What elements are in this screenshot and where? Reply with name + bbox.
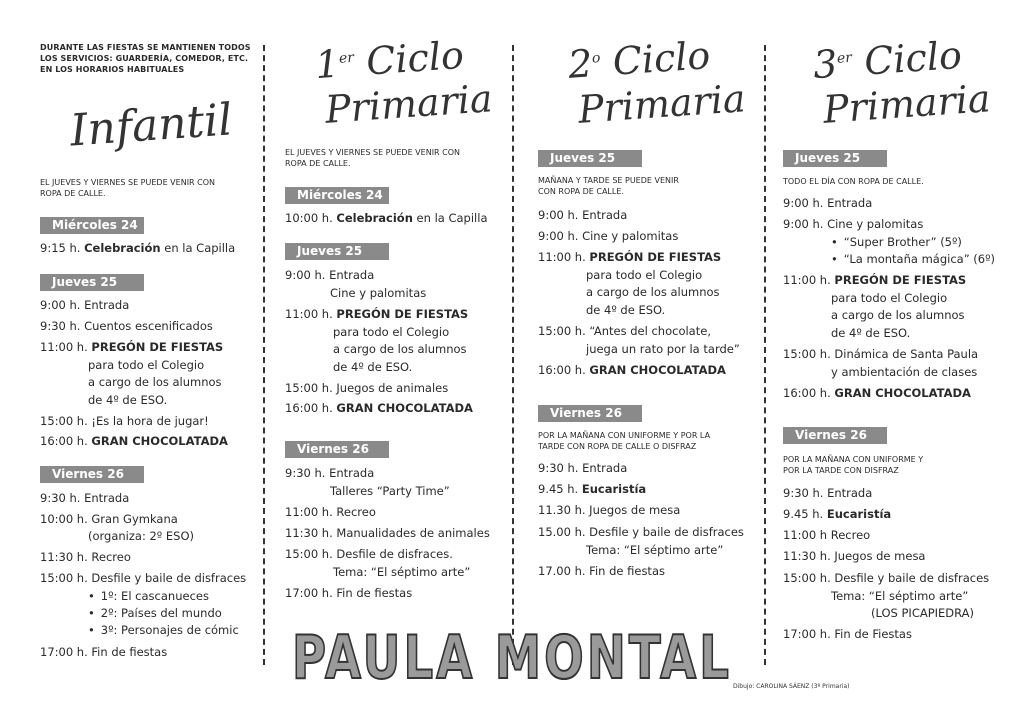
event: 17:00 h. Fin de fiestas: [285, 586, 413, 600]
segundo-ciclo-friday-note: [538, 430, 753, 452]
event-detail: y ambientación de clases: [831, 365, 978, 379]
event-detail: (organiza: 2º ESO): [88, 529, 194, 543]
title-ciclo: Ciclo: [364, 32, 466, 84]
event-pregon: 11:00 h. PREGÓN DE FIESTAS: [285, 307, 469, 321]
note-line: EL JUEVES Y VIERNES SE PUEDE VENIR CON: [40, 178, 216, 187]
primer-ciclo-subtitle: Primaria: [323, 76, 494, 132]
title-number: 3: [811, 41, 839, 88]
event-detail: Tema: “El séptimo arte”: [586, 543, 724, 557]
event-celebracion: 10:00 h. Celebración en la Capilla: [285, 211, 488, 225]
note-line: EL JUEVES Y VIERNES SE PUEDE VENIR CON: [285, 148, 461, 157]
event-detail: a cargo de los alumnos: [88, 375, 222, 389]
note-line: ROPA DE CALLE.: [40, 189, 106, 198]
segundo-ciclo-column: [538, 0, 753, 724]
event-detail: a cargo de los alumnos: [333, 342, 467, 356]
title-number: 2: [566, 41, 594, 87]
title-ciclo: Ciclo: [611, 33, 712, 84]
services-note-line: EN LOS HORARIOS HABITUALES: [40, 65, 185, 74]
event: 15.00 h. Desfile y baile de disfraces: [538, 525, 744, 539]
day-header-viernes-26: Viernes 26: [538, 405, 642, 422]
event-detail: Talleres “Party Time”: [330, 484, 450, 498]
event: 9:30 h. Cuentos escenificados: [40, 319, 213, 333]
primer-ciclo-dress-note: [285, 147, 500, 169]
bullet-item: • 1º: El cascanueces: [40, 588, 209, 606]
day-header-jueves-25: Jueves 25: [538, 150, 642, 167]
event-chocolatada: 16:00 h. GRAN CHOCOLATADA: [783, 386, 971, 400]
services-note-line: LOS SERVICIOS: GUARDERÍA, COMEDOR, ETC.: [40, 54, 249, 63]
event-eucaristia: 9.45 h. Eucaristía: [783, 507, 892, 521]
event-detail: Cine y palomitas: [330, 286, 427, 300]
title-ciclo: Ciclo: [862, 32, 964, 84]
event: 9:00 h. Entrada: [538, 208, 628, 222]
event-chocolatada: 16:00 h. GRAN CHOCOLATADA: [538, 363, 726, 377]
event-chocolatada: 16:00 h. GRAN CHOCOLATADA: [285, 401, 473, 415]
event: 17:00 h. Fin de fiestas: [40, 645, 168, 659]
event: 15:00 h. “Antes del chocolate,: [538, 324, 711, 338]
day-header-viernes-26: Viernes 26: [40, 466, 144, 483]
event: 15:00 h. Dinámica de Santa Paula: [783, 347, 979, 361]
day-header-miercoles-24: Miércoles 24: [285, 187, 389, 204]
event: 11.30 h. Juegos de mesa: [538, 503, 681, 517]
event: 9:30 h. Entrada: [40, 491, 130, 505]
event: 11:30 h. Juegos de mesa: [783, 549, 926, 563]
column-divider-2: [512, 45, 514, 665]
event: 15:00 h. ¡Es la hora de jugar!: [40, 414, 209, 428]
logo-text: PAULA MONTAL: [292, 623, 732, 690]
day-header-jueves-25: Jueves 25: [40, 274, 144, 291]
segundo-ciclo-subtitle: Primaria: [576, 76, 747, 132]
note-line: MAÑANA Y TARDE SE PUEDE VENIR: [538, 176, 679, 185]
note-line: POR LA MAÑANA CON UNIFORME Y POR LA: [538, 431, 711, 440]
event-eucaristia: 9.45 h. Eucaristía: [538, 482, 647, 496]
column-divider-1: [263, 45, 265, 665]
note-line: TARDE CON ROPA DE CALLE O DISFRAZ: [538, 442, 697, 451]
day-header-viernes-26: Viernes 26: [783, 427, 887, 444]
event-detail: para todo el Colegio: [831, 291, 948, 305]
segundo-ciclo-title: [567, 33, 712, 87]
services-note: [40, 42, 255, 75]
event-pregon: 11:00 h. PREGÓN DE FIESTAS: [40, 340, 224, 354]
event-detail: para todo el Colegio: [333, 325, 450, 339]
note-line: POR LA MAÑANA CON UNIFORME Y: [783, 455, 924, 464]
event-detail: de 4º de ESO.: [333, 360, 413, 374]
event-detail: Tema: “El séptimo arte”: [831, 589, 969, 603]
tercer-ciclo-subtitle: Primaria: [821, 76, 992, 132]
note-line: ROPA DE CALLE.: [285, 159, 351, 168]
event: 9:30 h. Entrada: [783, 486, 873, 500]
event-detail: de 4º de ESO.: [88, 393, 168, 407]
tercer-ciclo-dress-note: TODO EL DÍA CON ROPA DE CALLE.: [783, 177, 924, 186]
event: 9:00 h. Entrada: [783, 196, 873, 210]
event-detail: a cargo de los alumnos: [831, 308, 965, 322]
event-celebracion: 9:15 h. Celebración en la Capilla: [40, 241, 236, 255]
event: 17.00 h. Fin de fiestas: [538, 564, 665, 578]
event: 15:00 h. Juegos de animales: [285, 381, 449, 395]
day-header-viernes-26: Viernes 26: [285, 441, 389, 458]
day-header-miercoles-24: Miércoles 24: [40, 217, 144, 234]
bullet-item: • “Super Brother” (5º): [783, 234, 962, 252]
column-divider-3: [764, 45, 766, 665]
event: 15:00 h. Desfile y baile de disfraces: [40, 571, 247, 585]
event: 9:00 h. Cine y palomitas: [538, 229, 679, 243]
event-detail: (LOS PICAPIEDRA): [871, 606, 975, 620]
tercer-ciclo-column: [783, 0, 1008, 724]
event: 15:00 h. Desfile y baile de disfraces: [783, 571, 990, 585]
paula-montal-logo: [288, 618, 738, 690]
event-detail: Tema: “El séptimo arte”: [333, 565, 471, 579]
event-detail: a cargo de los alumnos: [586, 285, 720, 299]
bullet-item: • “La montaña mágica” (6º): [783, 251, 995, 269]
event: 9:00 h. Entrada: [40, 298, 130, 312]
note-line: POR LA TARDE CON DISFRAZ: [783, 466, 899, 475]
event: 9:30 h. Entrada: [538, 461, 628, 475]
bullet-item: • 2º: Países del mundo: [40, 605, 222, 623]
event: 9:00 h. Cine y palomitas: [783, 217, 924, 231]
segundo-ciclo-dress-note: [538, 175, 753, 197]
title-sup: er: [836, 49, 853, 67]
day-header-jueves-25: Jueves 25: [783, 150, 887, 167]
event: 11:30 h. Manualidades de animales: [285, 526, 490, 540]
event-detail: de 4º de ESO.: [831, 326, 911, 340]
infantil-column: [40, 0, 255, 724]
event-detail: de 4º de ESO.: [586, 303, 666, 317]
day-header-jueves-25: Jueves 25: [285, 243, 389, 260]
primer-ciclo-column: [285, 0, 500, 724]
event: 11:30 h. Recreo: [40, 550, 131, 564]
event: 15:00 h. Desfile de disfraces.: [285, 547, 453, 561]
event-pregon: 11:00 h. PREGÓN DE FIESTAS: [538, 250, 722, 264]
event: 11:00 h. Recreo: [285, 505, 376, 519]
title-sup: o: [591, 50, 601, 67]
bullet-item: • 3º: Personajes de cómic: [40, 622, 239, 640]
event-pregon: 11:00 h. PREGÓN DE FIESTAS: [783, 273, 967, 287]
event-detail: para todo el Colegio: [586, 268, 703, 282]
tercer-ciclo-friday-note: [783, 454, 998, 476]
event-detail: juega un rato por la tarde”: [586, 342, 740, 356]
event-chocolatada: 16:00 h. GRAN CHOCOLATADA: [40, 434, 228, 448]
event: 17:00 h. Fin de Fiestas: [783, 627, 912, 641]
infantil-title: Infantil: [68, 94, 234, 157]
title-sup: er: [338, 49, 355, 67]
event: 9:30 h. Entrada: [285, 466, 375, 480]
drawing-credit: Dibujo: CAROLINA SÁENZ (3º Primaria): [733, 683, 850, 690]
title-number: 1: [313, 41, 341, 88]
services-note-line: DURANTE LAS FIESTAS SE MANTIENEN TODOS: [40, 43, 251, 52]
event: 11:00 h Recreo: [783, 528, 871, 542]
event-detail: para todo el Colegio: [88, 358, 205, 372]
event: 10:00 h. Gran Gymkana: [40, 512, 178, 526]
event: 9:00 h. Entrada: [285, 268, 375, 282]
infantil-dress-note: [40, 177, 255, 199]
note-line: CON ROPA DE CALLE.: [538, 187, 624, 196]
